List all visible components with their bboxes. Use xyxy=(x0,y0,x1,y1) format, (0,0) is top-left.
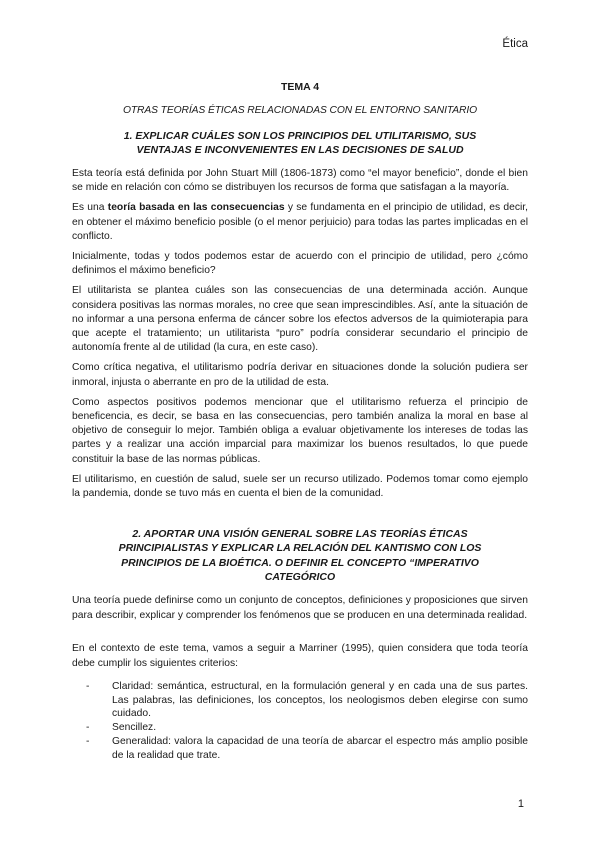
section-1-heading xyxy=(72,129,528,157)
section-2-paragraph-1: Una teoría puede definirse como un conjunto de conceptos, definiciones y proposiciones que sirven para describir, explicar y comprender los fenómenos que se producen en una determinada realidad. xyxy=(72,594,528,621)
page-title: TEMA 4 xyxy=(280,81,320,93)
section-1-heading-line-2: VENTAJAS E INCONVENIENTES EN LAS DECISIONES DE SALUD xyxy=(136,143,464,156)
section-2-heading-line-2: PRINCIPIALISTAS Y EXPLICAR LA RELACIÓN DEL KANTISMO CON LOS xyxy=(118,542,482,555)
section-1-heading-line-1: 1. EXPLICAR CUÁLES SON LOS PRINCIPIOS DEL UTILITARISMO, SUS xyxy=(123,129,477,142)
criteria-list xyxy=(72,680,528,763)
section-1-paragraph-7: El utilitarismo, en cuestión de salud, suele ser un recurso utilizado. Podemos tomar como ejemplo la pandemia, donde se tuvo más en cuenta el bien de la comunidad. xyxy=(72,473,528,500)
list-item: - Sencillez. xyxy=(72,721,528,735)
section-1-paragraph-4: El utilitarista se plantea cuáles son las consecuencias de una determinada acción. Aunque considera positivas las normas morales, no cree que sean imprescindibles. Así, ante la situación de no informar a una persona enferma de cáncer sobre los efectos adversos de la quimioterapia para que acepte el tratamiento; un utilitarista “puro” podría considerar secundario el principio de autonomía frente al de utilidad (la cura, en este caso). xyxy=(72,285,528,354)
list-item: - Generalidad: valora la capacidad de una teoría de abarcar el espectro más amplio posible de la realidad que trate. xyxy=(72,735,528,763)
paragraph-2-text-start: Es una xyxy=(72,202,108,214)
section-2-paragraph-2: En el contexto de este tema, vamos a seguir a Marriner (1995), quien considera que toda teoría debe cumplir los siguientes criterios: xyxy=(72,642,528,669)
paragraph-2-bold-term: teoría basada en las consecuencias xyxy=(107,202,285,214)
section-1-paragraph-3: Inicialmente, todas y todos podemos estar de acuerdo con el principio de utilidad, pero ¿cómo definimos el máximo beneficio? xyxy=(72,251,528,277)
section-1-paragraph-2 xyxy=(72,201,528,244)
header-subject: Ética xyxy=(502,38,528,50)
section-1-paragraph-5: Como crítica negativa, el utilitarismo podría derivar en situaciones donde la solución pudiera ser inmoral, injusta o aberrante en pro de la utilidad de esta. xyxy=(72,362,528,388)
paragraph-2-text-end: y se fundamenta en el principio de utilidad, es decir, en obtener el máximo beneficio posible (o el menor perjuicio) para todas las partes implicadas en el conflicto. xyxy=(72,202,529,242)
document-body xyxy=(72,80,528,763)
section-1-paragraph-1: Esta teoría está definida por John Stuart Mill (1806-1873) como “el mayor beneficio”, donde el bien se mide en relación con cómo se distribuyen los recursos de forma que satisfagan a la mayoría. xyxy=(72,168,528,194)
section-2-heading-line-1: 2. APORTAR UNA VISIÓN GENERAL SOBRE LAS TEORÍAS ÉTICAS xyxy=(132,528,468,541)
section-2-heading xyxy=(72,527,528,584)
page-subtitle: OTRAS TEORÍAS ÉTICAS RELACIONADAS CON EL ENTORNO SANITARIO xyxy=(122,105,478,117)
section-1-paragraph-6: Como aspectos positivos podemos mencionar que el utilitarismo refuerza el principio de beneficencia, es decir, se basa en las consecuencias, pero también analiza la moral en base al objetivo de conseguir lo mejor. También obliga a evaluar objetivamente los intereses de todas las partes y a realizar una acción imparcial para maximizar los buenos resultados, lo que puede constituir la base de las normas públicas. xyxy=(72,396,528,465)
section-2-heading-line-4: CATEGÓRICO xyxy=(264,570,336,583)
list-item: - Claridad: semántica, estructural, en la formulación general y en cada una de sus partes. Las palabras, las definiciones, los conceptos, los neologismos deben elegirse con sumo cuidado. xyxy=(72,680,528,722)
section-2-heading-line-3: PRINCIPIOS DE LA BIOÉTICA. O DEFINIR EL CONCEPTO “IMPERATIVO xyxy=(121,556,479,569)
page-number: 1 xyxy=(517,798,524,810)
